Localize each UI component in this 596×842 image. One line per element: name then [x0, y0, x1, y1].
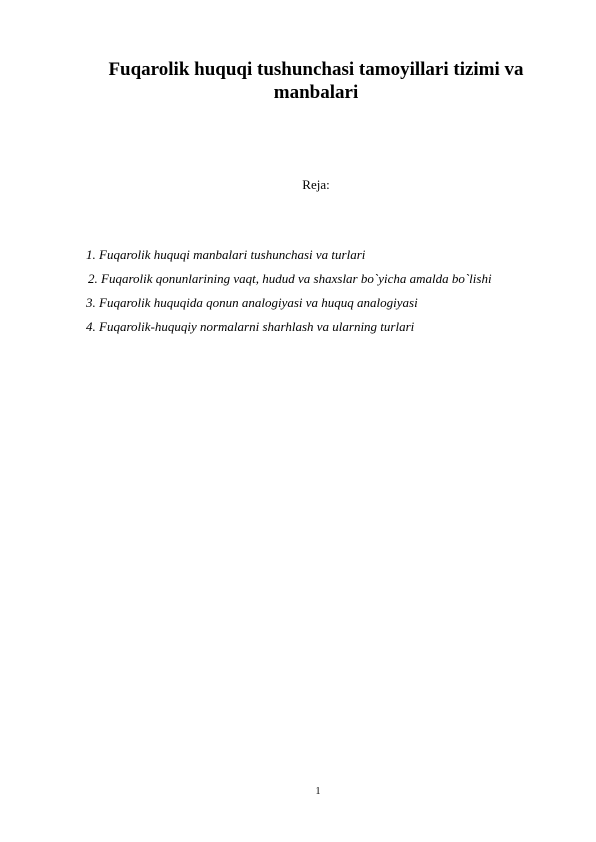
- plan-item-1: 1. Fuqarolik huquqi manbalari tushunchasi va turlari: [86, 247, 366, 262]
- plan-heading: Reja:: [302, 177, 330, 192]
- plan-item-4: 4. Fuqarolik-huquqiy normalarni sharhlash va ularning turlari: [86, 319, 415, 334]
- document-title-line-2: manbalari: [273, 82, 359, 103]
- page-number: 1: [315, 786, 321, 797]
- document-title: [70, 58, 562, 104]
- plan-item-2: 2. Fuqarolik qonunlarining vaqt, hudud va shaxslar bo`yicha amalda bo`lishi: [88, 271, 492, 286]
- document-title-line-1: Fuqarolik huquqi tushunchasi tamoyillari tizimi va: [108, 59, 524, 80]
- plan-list: [86, 247, 492, 343]
- plan-item-3: 3. Fuqarolik huquqida qonun analogiyasi va huquq analogiyasi: [86, 295, 418, 310]
